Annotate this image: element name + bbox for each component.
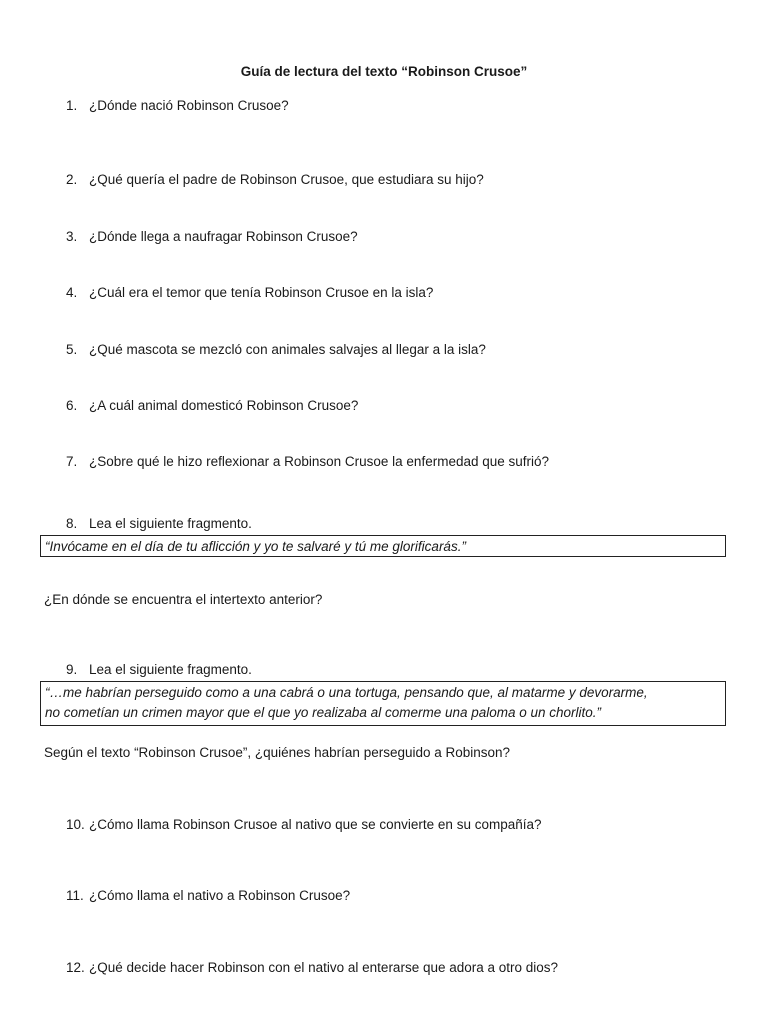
question-number: 10.: [66, 817, 85, 832]
question-number: 2.: [66, 172, 78, 187]
quote-line-2: no cometían un crimen mayor que el que yo realizaba al comerme una paloma o un chorlito.”: [45, 705, 602, 720]
question-text: Lea el siguiente fragmento.: [89, 516, 252, 531]
question-number: 6.: [66, 398, 78, 413]
question-number: 12.: [66, 960, 85, 975]
question-10: [66, 817, 542, 832]
question-2: [66, 172, 484, 187]
question-3: [66, 229, 358, 244]
question-text: ¿Cómo llama el nativo a Robinson Crusoe?: [89, 888, 351, 903]
quote-box-1: [40, 535, 726, 557]
question-number: 7.: [66, 454, 78, 469]
document-title: Guía de lectura del texto “Robinson Crusoe”: [240, 64, 528, 79]
question-number: 3.: [66, 229, 78, 244]
question-7: [66, 454, 549, 469]
quote-box-2: [40, 681, 726, 726]
question-1: [66, 98, 289, 113]
question-8: [66, 516, 252, 531]
question-text: ¿Dónde nació Robinson Crusoe?: [89, 98, 289, 113]
question-text: ¿Qué decide hacer Robinson con el nativo al enterarse que adora a otro dios?: [89, 960, 559, 975]
question-12: [66, 960, 558, 975]
question-9: [66, 662, 252, 677]
question-5: [66, 342, 486, 357]
question-text: ¿Cuál era el temor que tenía Robinson Crusoe en la isla?: [89, 285, 434, 300]
question-6: [66, 398, 358, 413]
question-text: ¿Dónde llega a naufragar Robinson Crusoe?: [89, 229, 358, 244]
question-number: 8.: [66, 516, 78, 531]
fragment-1-question: ¿En dónde se encuentra el intertexto anterior?: [44, 592, 323, 607]
question-text: ¿Cómo llama Robinson Crusoe al nativo que se convierte en su compañía?: [89, 817, 542, 832]
question-text: ¿A cuál animal domesticó Robinson Crusoe?: [89, 398, 359, 413]
question-number: 5.: [66, 342, 78, 357]
question-text: Lea el siguiente fragmento.: [89, 662, 252, 677]
question-number: 11.: [66, 888, 84, 903]
quote-text: “Invócame en el día de tu aflicción y yo te salvaré y tú me glorificarás.”: [45, 539, 466, 554]
question-4: [66, 285, 433, 300]
question-11: [66, 888, 350, 903]
fragment-2-question: Según el texto “Robinson Crusoe”, ¿quiénes habrían perseguido a Robinson?: [44, 745, 511, 760]
question-number: 9.: [66, 662, 78, 677]
question-number: 4.: [66, 285, 78, 300]
quote-line-1: “…me habrían perseguido como a una cabrá o una tortuga, pensando que, al matarme y devorarme,: [45, 685, 648, 700]
question-text: ¿Qué mascota se mezcló con animales salvajes al llegar a la isla?: [89, 342, 486, 357]
question-text: ¿Qué quería el padre de Robinson Crusoe, que estudiara su hijo?: [89, 172, 484, 187]
question-number: 1.: [66, 98, 78, 113]
question-text: ¿Sobre qué le hizo reflexionar a Robinson Crusoe la enfermedad que sufrió?: [89, 454, 550, 469]
